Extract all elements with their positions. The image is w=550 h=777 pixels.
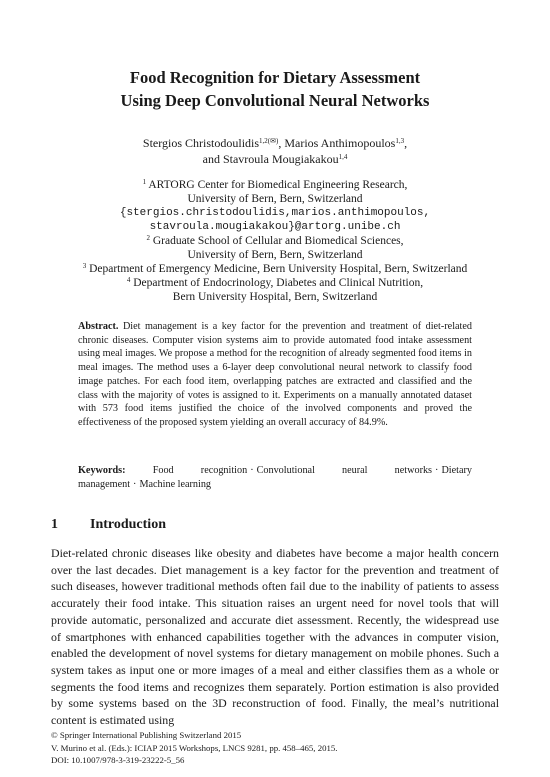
footer [51,729,338,767]
abstract-label: Abstract. [78,321,119,332]
abstract-text: Diet management is a key factor for the prevention and treatment of diet-related chronic diseases. Computer vision systems aim to provide automated food intake assessment using meal images. We propose a method for the recognition of already segmented food items in meal images. The method uses a 6-layer deep convolutional neural network to classify food image patches. For each food item, overlapping patches are extracted and classified and the class with the majority of votes is assigned to it. Experiments on a manually annotated dataset with 573 food items justified the choice of the involved components and proved the effectiveness of the proposed system yielding an overall accuracy of 84.9%. [78,321,472,428]
section-heading [51,516,166,534]
copyright-line: © Springer International Publishing Switzerland 2015 [51,730,242,740]
authors-line-2 [0,152,550,166]
author-1-affil: 1,2(✉) [259,137,279,145]
affiliation-3 [0,262,550,276]
email-line-2[interactable]: stavroula.mougiakakou}@artorg.unibe.ch [149,221,401,233]
section-title: Introduction [90,517,166,532]
keyword-sep-2: · [435,465,439,476]
authors-line-1 [0,136,550,150]
author-3-affil: 1,4 [338,153,348,161]
affiliation-4 [0,276,550,290]
keyword-sep-1: · [250,465,254,476]
doi-line[interactable]: DOI: 10.1007/978-3-319-23222-5_56 [51,755,185,765]
abstract [78,320,472,430]
keyword-sep-3: · [133,478,137,490]
body-paragraph [51,545,499,729]
section-number: 1 [51,517,58,532]
author-sep: , [404,136,408,150]
affiliation-4-line-2: Bern University Hospital, Bern, Switzerland [172,291,378,303]
affiliation-1-num: 1 [142,178,147,186]
keywords-label: Keywords: [78,465,126,476]
affiliation-1 [0,178,550,192]
author-2-affil: 1,3 [395,137,405,145]
affiliation-1-text: ARTORG Center for Biomedical Engineering Research, [146,179,408,191]
affiliation-4-text: Department of Endocrinology, Diabetes and Clinical Nutrition, [130,277,424,289]
citation-line: V. Murino et al. (Eds.): ICIAP 2015 Workshops, LNCS 9281, pp. 458–465, 2015. [51,742,338,753]
affiliation-1-line-2: University of Bern, Bern, Switzerland [187,193,363,205]
author-2: , Marios Anthimopoulos [278,136,396,150]
keyword-3: Dietary management [78,465,472,490]
affiliation-2-num: 2 [146,234,150,242]
email-line-1[interactable]: {stergios.christodoulidis,marios.anthimopoulos, [119,207,431,219]
keyword-1: Food recognition [152,465,248,476]
affiliation-2-line-2: University of Bern, Bern, Switzerland [187,249,363,261]
affiliation-3-text: Department of Emergency Medicine, Bern University Hospital, Bern, Switzerland [86,263,468,275]
affiliation-4-num: 4 [126,276,131,284]
keyword-4: Machine learning [139,478,212,490]
affiliation-2 [0,234,550,248]
author-1: Stergios Christodoulidis [142,136,260,150]
keyword-2: Convolutional neural networks [256,465,433,476]
title-line-1: Food Recognition for Dietary Assessment [129,68,421,87]
keywords [78,464,472,491]
affiliation-2-text: Graduate School of Cellular and Biomedical Sciences, [149,235,404,247]
affiliation-3-num: 3 [82,262,87,270]
author-3: and Stavroula Mougiakakou [202,152,339,166]
title-line-2: Using Deep Convolutional Neural Networks [120,91,430,110]
introduction-text: Diet-related chronic diseases like obesity and diabetes have become a major health concern over the last decades. Diet management is a key factor for the prevention and treatment of such diseases, however traditional methods often fail due to the inability of patients to assess accurately their food intake. This situation raises an urgent need for novel tools that will provide automatic, personalized and accurate diet assessment. Recently, the widespread use of smartphones with enhanced capabilities together with the advances in computer vision, enabled the development of novel systems for dietary management on mobile phones. Such a system takes as input one or more images of a meal and either classifies them as a whole or segments the food items and recognizes them separately. Portion estimation is also provided by some systems based on the 3D reconstruction of food. Finally, the meal’s nutritional content is estimated using [51,546,499,728]
